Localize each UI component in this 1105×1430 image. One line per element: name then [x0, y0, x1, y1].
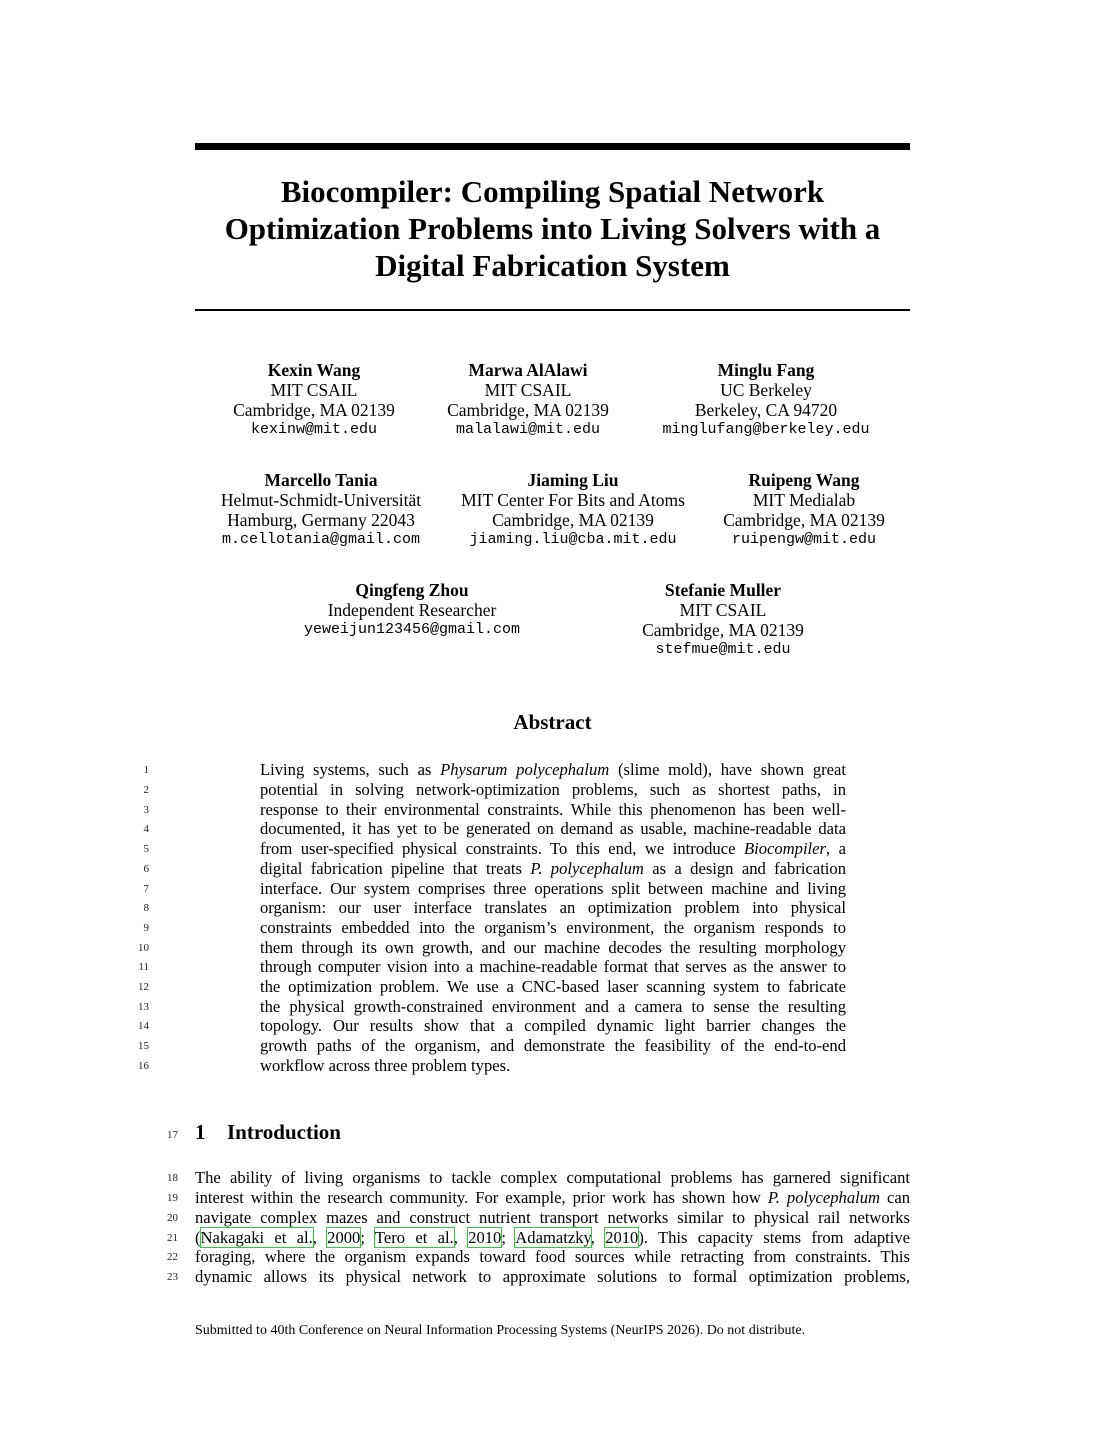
body-line: dynamic allows its physical network to approximate solutions to formal optimization problems,	[195, 1267, 910, 1286]
author-email[interactable]: jiaming.liu@cba.mit.edu	[469, 531, 677, 548]
abstract-line: the physical growth-constrained environment and a camera to sense the resulting	[260, 997, 846, 1016]
author-block	[664, 470, 944, 550]
citation-link[interactable]: Tero et al.	[374, 1228, 454, 1247]
line-number: 13	[138, 1001, 149, 1013]
author-name: Qingfeng Zhou	[355, 580, 469, 600]
abstract-line: constraints embedded into the organism’s environment, the organism responds to	[260, 918, 846, 937]
abstract-heading: Abstract	[513, 710, 592, 734]
text-run: ,	[453, 1228, 469, 1247]
text-run: ;	[360, 1228, 375, 1247]
author-affiliation: UC Berkeley	[720, 380, 812, 400]
author-affiliation: Helmut-Schmidt-Universität	[220, 490, 422, 510]
submission-footer: Submitted to 40th Conference on Neural Information Processing Systems (NeurIPS 2026). Do not distribute.	[195, 1323, 806, 1338]
text-run: ,	[590, 1228, 606, 1247]
citation-year-link[interactable]: 2000	[327, 1228, 361, 1247]
abstract-line: potential in solving network-optimization problems, such as shortest paths, in	[260, 780, 846, 799]
abstract-line: workflow across three problem types.	[260, 1056, 511, 1075]
citation-year-link[interactable]: 2010	[468, 1228, 502, 1247]
paper-title	[195, 173, 910, 284]
body-line: The ability of living organisms to tackle complex computational problems has garnered significant	[195, 1168, 910, 1187]
line-number: 1	[143, 764, 149, 776]
line-number: 23	[167, 1271, 178, 1283]
section-number: 1	[195, 1120, 206, 1144]
section-heading	[195, 1120, 341, 1145]
body-line: navigate complex mazes and construct nutrient transport networks similar to physical rail networks	[195, 1208, 910, 1227]
author-affiliation: MIT Medialab	[752, 490, 856, 510]
citation-link[interactable]: Nakagaki et al.	[200, 1228, 313, 1247]
author-location: Cambridge, MA 02139	[492, 510, 654, 530]
abstract-line: through computer vision into a machine-readable format that serves as the answer to	[260, 957, 846, 976]
author-email[interactable]: m.cellotania@gmail.com	[221, 531, 421, 548]
body-line	[195, 1228, 910, 1248]
abstract-line: them through its own growth, and our machine decodes the resulting morphology	[260, 938, 846, 957]
title-line: Optimization Problems into Living Solvers with a	[224, 211, 881, 246]
author-block	[626, 360, 906, 440]
line-number: 19	[167, 1192, 178, 1204]
author-name: Jiaming Liu	[527, 470, 619, 490]
abstract-line: the optimization problem. We use a CNC-based laser scanning system to fabricate	[260, 977, 846, 996]
line-number: 10	[138, 942, 149, 954]
citation-year-link[interactable]: 2010	[605, 1228, 639, 1247]
abstract-line	[260, 859, 846, 879]
author-name: Minglu Fang	[717, 360, 815, 380]
abstract-line: response to their environmental constraints. While this phenomenon has been well-	[260, 800, 846, 819]
author-email[interactable]: stefmue@mit.edu	[655, 641, 791, 658]
line-number: 4	[143, 823, 149, 835]
line-number: 8	[143, 902, 149, 914]
author-block	[583, 580, 863, 660]
text-run: (slime mold), have shown great	[609, 760, 846, 779]
author-block	[272, 580, 552, 640]
author-block	[181, 470, 461, 550]
abstract-line: documented, it has yet to be generated on demand as usable, machine-readable data	[260, 819, 846, 838]
abstract-line: growth paths of the organism, and demonstrate the feasibility of the end-to-end	[260, 1036, 846, 1055]
abstract-line: interface. Our system comprises three operations split between machine and living	[260, 879, 846, 898]
author-location: Cambridge, MA 02139	[723, 510, 885, 530]
line-number: 9	[143, 922, 149, 934]
title-top-rule	[195, 143, 910, 150]
body-line	[195, 1188, 910, 1208]
abstract-line	[260, 839, 846, 859]
line-number: 14	[138, 1020, 149, 1032]
abstract-line: organism: our user interface translates an optimization problem into physical	[260, 898, 846, 917]
species-name: P. polycephalum	[767, 1188, 881, 1207]
author-name: Stefanie Muller	[664, 580, 782, 600]
text-run: can	[880, 1188, 911, 1207]
line-number: 12	[138, 981, 149, 993]
text-run: from user-specified physical constraints. To this end, we introduce	[260, 839, 744, 858]
line-number: 2	[143, 784, 149, 796]
text-run: ,	[312, 1228, 328, 1247]
line-number: 6	[143, 863, 149, 875]
author-location: Cambridge, MA 02139	[642, 620, 804, 640]
line-number: 17	[167, 1129, 178, 1141]
text-run: interest within the research community. For example, prior work has shown how	[195, 1188, 768, 1207]
line-number: 3	[143, 804, 149, 816]
abstract-line: topology. Our results show that a compiled dynamic light barrier changes the	[260, 1016, 846, 1035]
title-bottom-rule	[195, 309, 910, 311]
author-email[interactable]: malalawi@mit.edu	[455, 421, 601, 438]
line-number: 21	[167, 1232, 178, 1244]
text-run: , a	[825, 839, 847, 858]
author-location: Hamburg, Germany 22043	[227, 510, 415, 530]
line-number: 20	[167, 1212, 178, 1224]
text-run: ;	[501, 1228, 516, 1247]
line-number: 15	[138, 1040, 149, 1052]
line-number: 16	[138, 1060, 149, 1072]
author-email[interactable]: kexinw@mit.edu	[250, 421, 378, 438]
line-number: 7	[143, 883, 149, 895]
line-number: 22	[167, 1251, 178, 1263]
author-affiliation: MIT CSAIL	[270, 380, 358, 400]
abstract-line	[260, 760, 846, 780]
title-line: Digital Fabrication System	[375, 248, 730, 283]
line-number: 18	[167, 1172, 178, 1184]
citation-link[interactable]: Adamatzky	[515, 1228, 591, 1247]
author-location: Cambridge, MA 02139	[233, 400, 395, 420]
author-name: Marcello Tania	[264, 470, 378, 490]
author-affiliation: Independent Researcher	[327, 600, 497, 620]
text-run: Living systems, such as	[260, 760, 441, 779]
author-email[interactable]: minglufang@berkeley.edu	[662, 421, 870, 438]
text-run: (	[195, 1228, 201, 1247]
author-name: Ruipeng Wang	[748, 470, 860, 490]
author-name: Marwa AlAlawi	[468, 360, 588, 380]
author-location: Cambridge, MA 02139	[447, 400, 609, 420]
species-name: P. polycephalum	[530, 859, 644, 878]
line-number: 5	[143, 843, 149, 855]
species-name: Physarum polycephalum	[440, 760, 610, 779]
line-number: 11	[138, 961, 149, 973]
body-line: foraging, where the organism expands toward food sources while retracting from constraints. This	[195, 1247, 910, 1266]
author-email[interactable]: yeweijun123456@gmail.com	[303, 621, 521, 638]
author-affiliation: MIT CSAIL	[679, 600, 767, 620]
author-name: Kexin Wang	[267, 360, 361, 380]
text-run: as a design and fabrication	[643, 859, 847, 878]
section-title: Introduction	[227, 1120, 341, 1144]
author-location: Berkeley, CA 94720	[694, 400, 838, 420]
author-affiliation: MIT Center For Bits and Atoms	[461, 490, 685, 510]
author-affiliation: MIT CSAIL	[484, 380, 572, 400]
system-name: Biocompiler	[743, 839, 826, 858]
text-run: ). This capacity stems from adaptive	[638, 1228, 911, 1247]
author-email[interactable]: ruipengw@mit.edu	[731, 531, 877, 548]
title-line: Biocompiler: Compiling Spatial Network	[280, 174, 825, 209]
text-run: digital fabrication pipeline that treats	[260, 859, 531, 878]
